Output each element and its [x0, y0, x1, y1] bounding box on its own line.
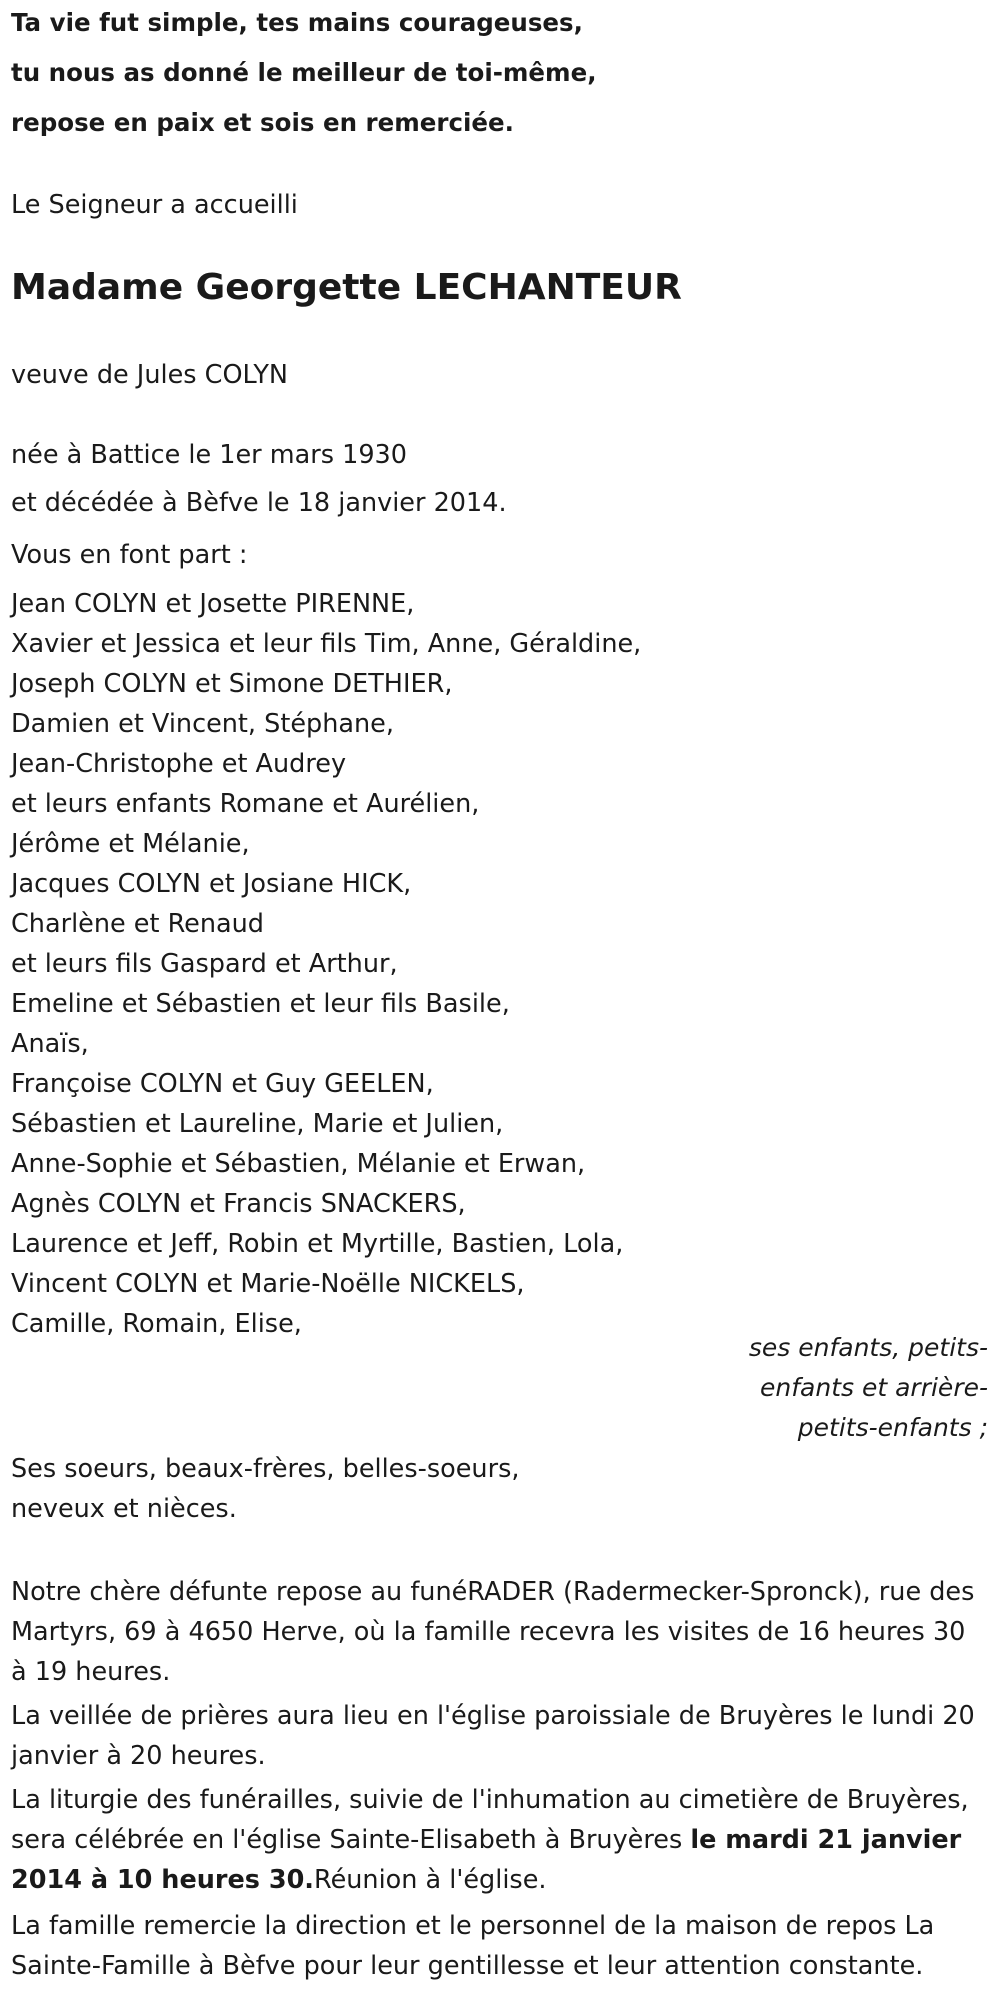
- family-line: Jérôme et Mélanie,: [11, 829, 250, 859]
- relation-line: petits-enfants ;: [797, 1413, 988, 1442]
- others-line: neveux et nièces.: [11, 1494, 237, 1524]
- family-line: Joseph COLYN et Simone DETHIER,: [11, 669, 453, 699]
- family-line: et leurs fils Gaspard et Arthur,: [11, 949, 398, 979]
- intro-text: Le Seigneur a accueilli: [11, 190, 298, 220]
- family-line: Jacques COLYN et Josiane HICK,: [11, 869, 412, 899]
- family-line: Charlène et Renaud: [11, 909, 264, 939]
- rest-paragraph: Notre chère défunte repose au funéRADER (Radermecker-Spronck), rue des Martyrs, 69 à 4650 Herve, où la famille recevra les visites de 16 heures 30 à 19 heures.: [11, 1577, 975, 1687]
- poem-line: repose en paix et sois en remerciée.: [11, 108, 514, 137]
- relation-line: enfants et arrière-: [760, 1373, 988, 1402]
- family-line: Jean COLYN et Josette PIRENNE,: [11, 589, 415, 619]
- family-line: Jean-Christophe et Audrey: [11, 749, 347, 779]
- family-line: Camille, Romain, Elise,: [11, 1309, 302, 1339]
- others-line: Ses soeurs, beaux-frères, belles-soeurs,: [11, 1454, 520, 1484]
- family-line: Sébastien et Laureline, Marie et Julien,: [11, 1109, 504, 1139]
- family-line: Emeline et Sébastien et leur fils Basile,: [11, 989, 510, 1019]
- family-line: et leurs enfants Romane et Aurélien,: [11, 789, 480, 819]
- poem-line: Ta vie fut simple, tes mains courageuses,: [11, 8, 583, 37]
- deceased-name: Madame Georgette LECHANTEUR: [11, 267, 682, 308]
- funeral-date: le mardi 21 janvier 2014 à 10 heures 30.: [11, 1825, 962, 1895]
- vigil-paragraph: La veillée de prières aura lieu en l'église paroissiale de Bruyères le lundi 20 janvier à 20 heures.: [11, 1701, 975, 1771]
- birth-line: née à Battice le 1er mars 1930: [11, 440, 408, 470]
- thanks-paragraph: La famille remercie la direction et le personnel de la maison de repos La Sainte-Famille à Bèfve pour leur gentillesse et leur attention constante.: [11, 1911, 935, 1981]
- family-line: Vincent COLYN et Marie-Noëlle NICKELS,: [11, 1269, 525, 1299]
- family-line: Damien et Vincent, Stéphane,: [11, 709, 394, 739]
- poem-line: tu nous as donné le meilleur de toi-même,: [11, 58, 597, 87]
- funeral-paragraph: [11, 1780, 986, 1900]
- funeral-intro: La liturgie des funérailles, suivie de l'inhumation au cimetière de Bruyères, sera célébrée en l'église Sainte-Elisabeth à Bruyères: [11, 1785, 969, 1855]
- relation-line: ses enfants, petits-: [748, 1333, 988, 1362]
- death-line: et décédée à Bèfve le 18 janvier 2014.: [11, 488, 507, 518]
- family-line: Xavier et Jessica et leur fils Tim, Anne, Géraldine,: [11, 629, 642, 659]
- family-line: Anaïs,: [11, 1029, 89, 1059]
- family-line: Françoise COLYN et Guy GEELEN,: [11, 1069, 434, 1099]
- family-line: Agnès COLYN et Francis SNACKERS,: [11, 1189, 466, 1219]
- widow-of: veuve de Jules COLYN: [11, 360, 289, 390]
- family-line: Laurence et Jeff, Robin et Myrtille, Bastien, Lola,: [11, 1229, 624, 1259]
- family-line: Anne-Sophie et Sébastien, Mélanie et Erwan,: [11, 1149, 586, 1179]
- funeral-meeting: Réunion à l'église.: [314, 1865, 547, 1895]
- announcement: Vous en font part :: [11, 540, 248, 570]
